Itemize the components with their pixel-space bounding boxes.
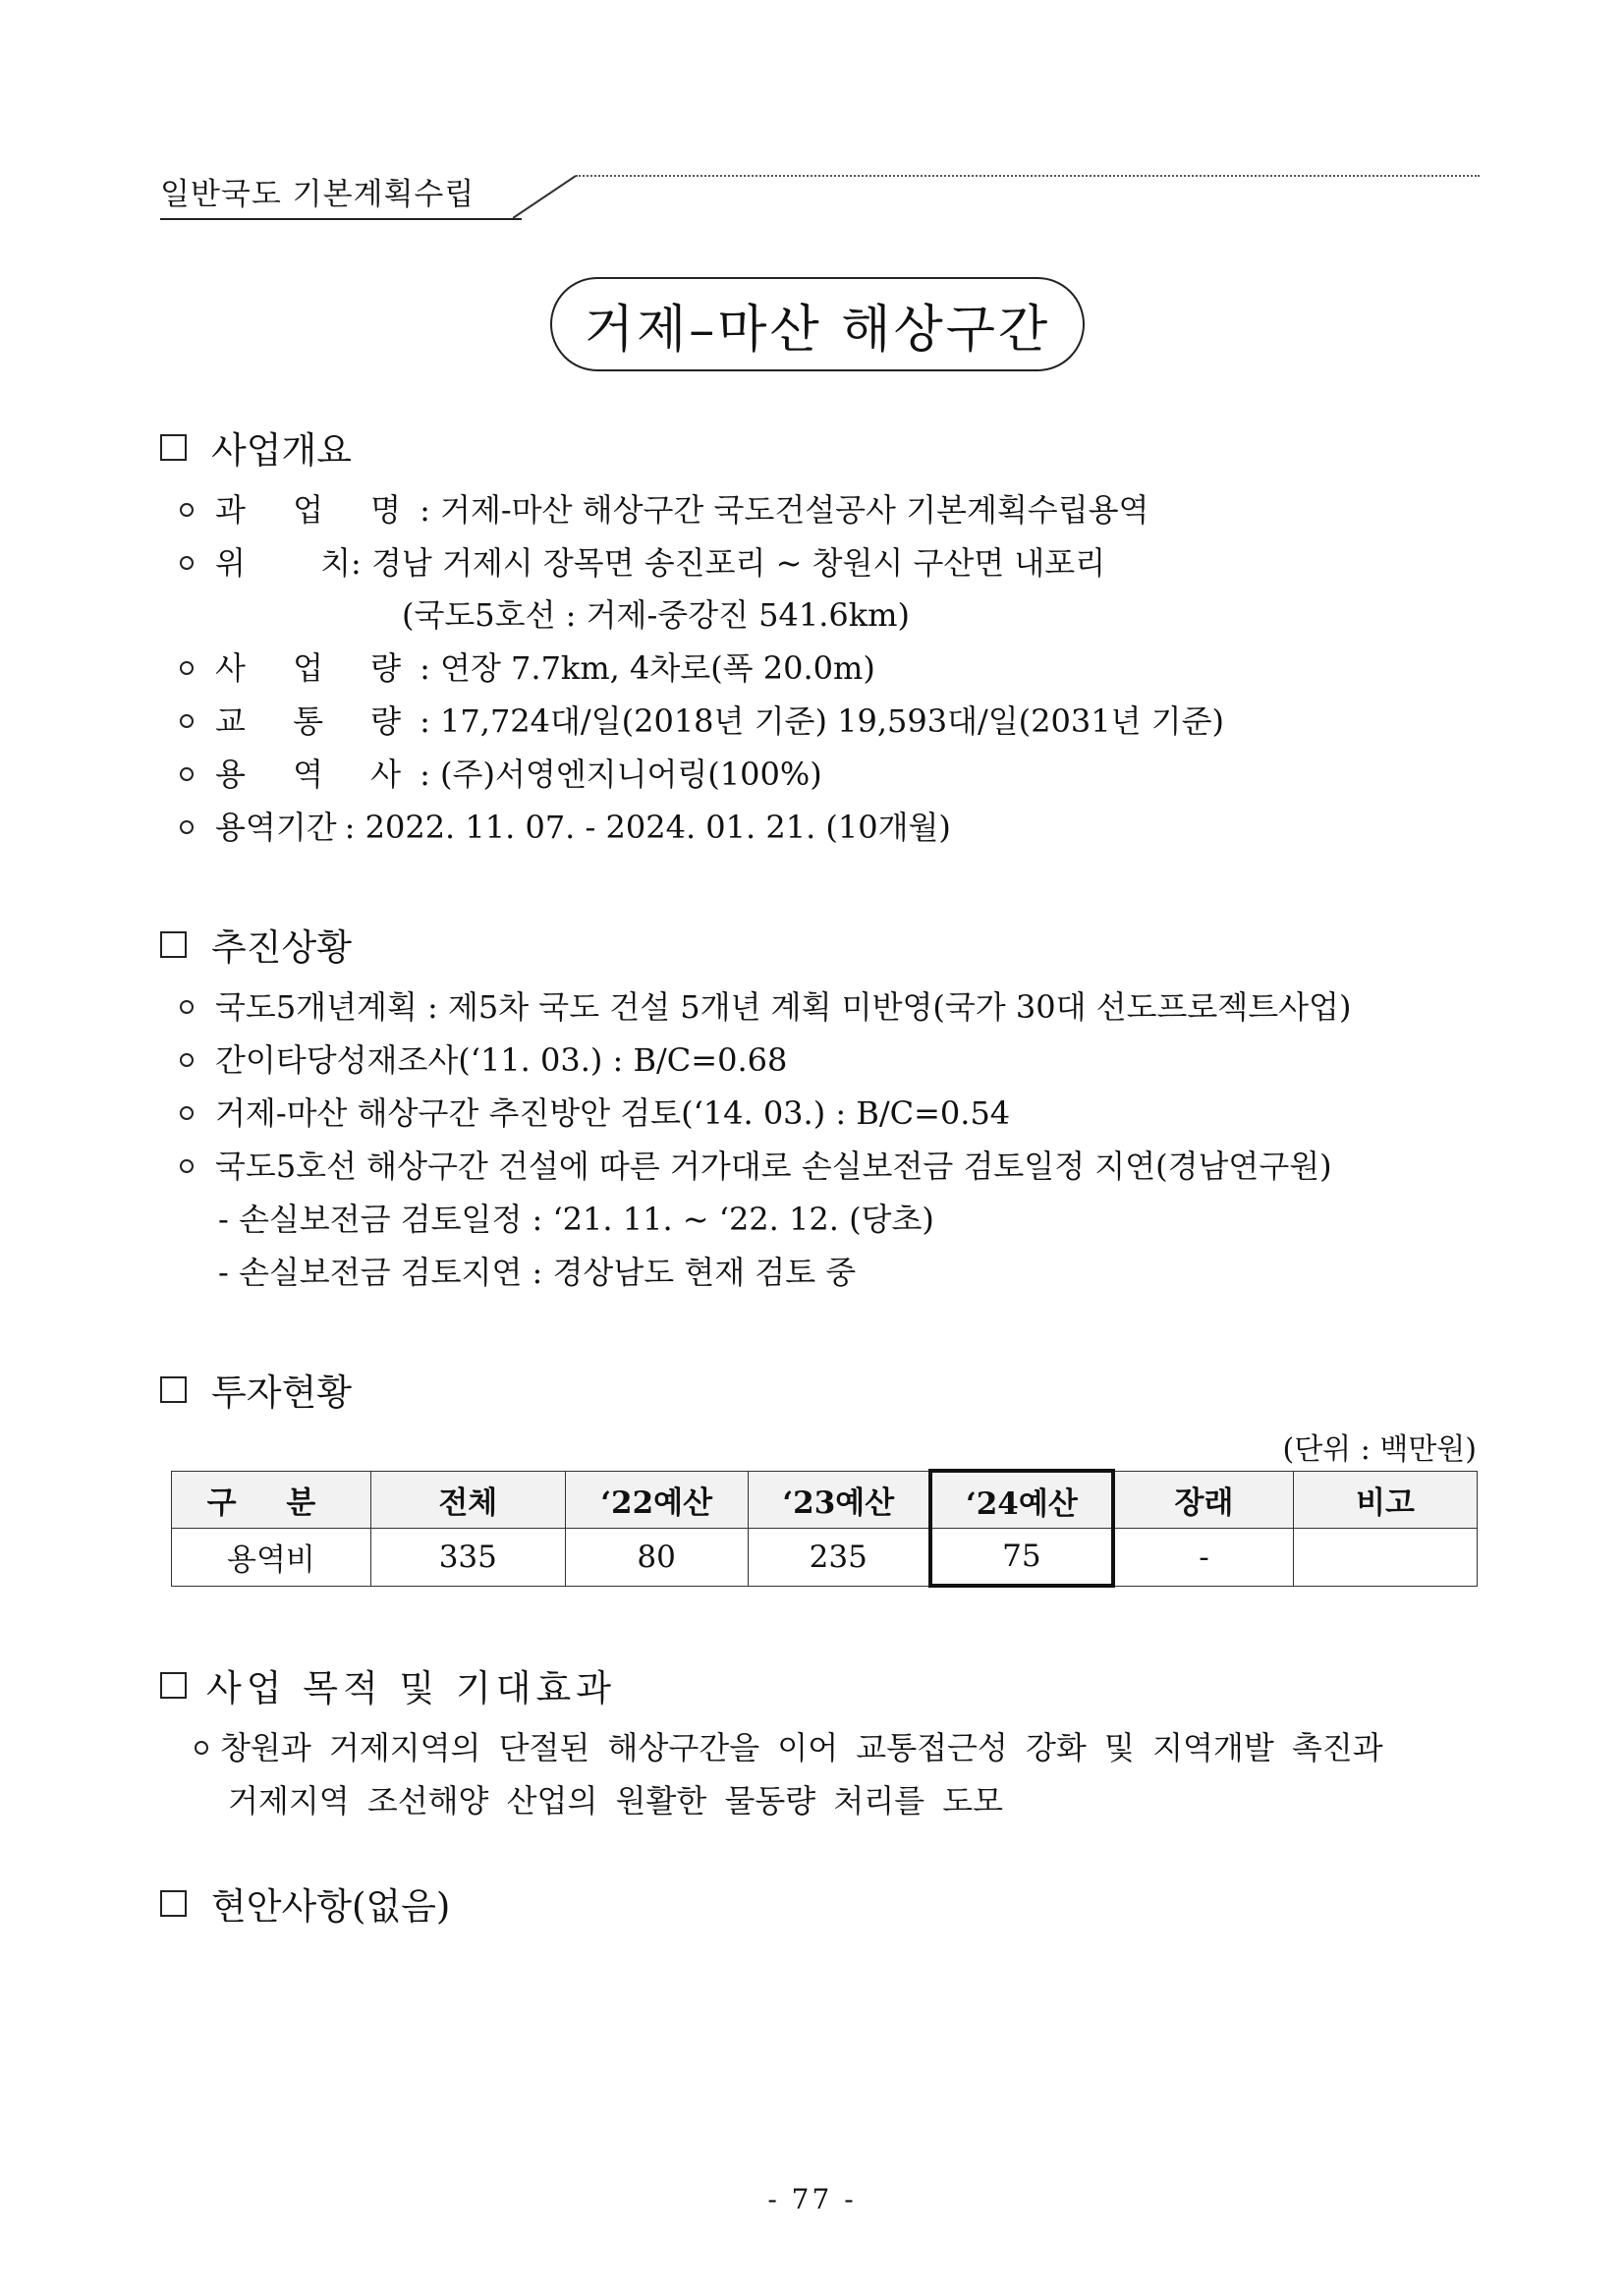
progress-item: 거제-마산 해상구간 추진방안 검토(‘14. 03.) : B/C=0.54 [180,1089,1010,1134]
section-title: 사업 목적 및 기대효과 [206,1667,616,1709]
circle-bullet-icon [180,1000,194,1014]
checkbox-square-icon [160,1890,187,1917]
progress-item: 국도5개년계획 : 제5차 국도 건설 5개년 계획 미반영(국가 30대 선도프로젝트사업) [180,982,1351,1028]
overview-row-contractor: 용 역 사: (주)서영엔지니어링(100%) [180,750,822,795]
circle-bullet-icon [180,767,194,781]
page-title: 거제–마산 해상구간 [550,277,1085,371]
section-heading-issues [160,1876,450,1930]
section-title: 사업개요 [211,429,352,472]
progress-sub-item: - 손실보전금 검토지연 : 경상남도 현재 검토 중 [218,1254,857,1291]
section-heading-overview [160,420,352,474]
table-unit-note: (단위 : 백만원) [1282,1432,1477,1467]
overview-row-period: 용역기간 : 2022. 11. 07. - 2024. 01. 21. (10개월) [180,803,951,848]
column-header: 비고 [1294,1471,1478,1529]
table-header-row [172,1471,1478,1529]
table-cell: 235 [748,1529,930,1587]
circle-bullet-icon [180,820,194,834]
overview-row-route: (국도5호선 : 거제-중강진 541.6km) [402,596,910,634]
table-cell [1294,1529,1478,1587]
overview-row-task: 과 업 명: 거제-마산 해상구간 국도건설공사 기본계획수립용역 [180,485,1148,531]
running-header: 일반국도 기본계획수립 [160,177,476,212]
circle-bullet-icon [180,661,194,675]
checkbox-square-icon [160,434,187,461]
table-cell: 335 [370,1529,565,1587]
section-title: 추진상황 [211,926,352,969]
purpose-text-line-2: 거제지역 조선해양 산업의 원활한 물동량 처리를 도모 [228,1782,1004,1820]
overview-row-traffic: 교 통 량: 17,724대/일(2018년 기준) 19,593대/일(2031년 기준) [180,697,1224,742]
checkbox-square-icon [160,931,187,958]
page-number: - 77 - [767,2183,857,2215]
circle-bullet-icon [180,1053,194,1067]
circle-bullet-icon [180,556,194,570]
table-cell: 용역비 [172,1529,371,1587]
overview-row-quantity: 사 업 량: 연장 7.7km, 4차로(폭 20.0m) [180,644,875,689]
circle-bullet-icon [180,1106,194,1120]
section-heading-investment [160,1363,352,1416]
table-row [172,1529,1478,1587]
column-header: ‘23예산 [748,1471,930,1529]
header-dotted-rule [576,175,1480,177]
progress-item: 간이타당성재조사(‘11. 03.) : B/C=0.68 [180,1036,787,1081]
section-heading-progress [160,918,352,971]
header-underline [160,218,522,220]
checkbox-square-icon [160,1672,187,1699]
circle-bullet-icon [195,1741,208,1755]
section-title: 투자현황 [211,1372,352,1414]
overview-row-location: 위 치: 경남 거제시 장목면 송진포리 ~ 창원시 구산면 내포리 [180,538,1105,584]
table-cell-highlighted: 75 [930,1529,1113,1587]
column-header: ‘22예산 [565,1471,748,1529]
progress-item: 국도5호선 해상구간 건설에 따른 거가대로 손실보전금 검토일정 지연(경남연구원) [180,1142,1332,1187]
header-slash [513,175,578,220]
circle-bullet-icon [180,714,194,728]
column-header: 전체 [370,1471,565,1529]
circle-bullet-icon [180,503,194,517]
column-header: 구 분 [172,1471,371,1529]
checkbox-square-icon [160,1376,187,1403]
progress-sub-item: - 손실보전금 검토일정 : ‘21. 11. ~ ‘22. 12. (당초) [218,1201,934,1238]
circle-bullet-icon [180,1159,194,1173]
section-heading-purpose [160,1658,616,1711]
table-cell: 80 [565,1529,748,1587]
purpose-text-line-1: 창원과 거제지역의 단절된 해상구간을 이어 교통접근성 강화 및 지역개발 촉진과 [195,1723,1383,1768]
table-cell: - [1113,1529,1294,1587]
section-title: 현안사항(없음) [211,1885,451,1928]
investment-table [171,1469,1478,1588]
column-header-highlighted: ‘24예산 [930,1471,1113,1529]
column-header: 장래 [1113,1471,1294,1529]
